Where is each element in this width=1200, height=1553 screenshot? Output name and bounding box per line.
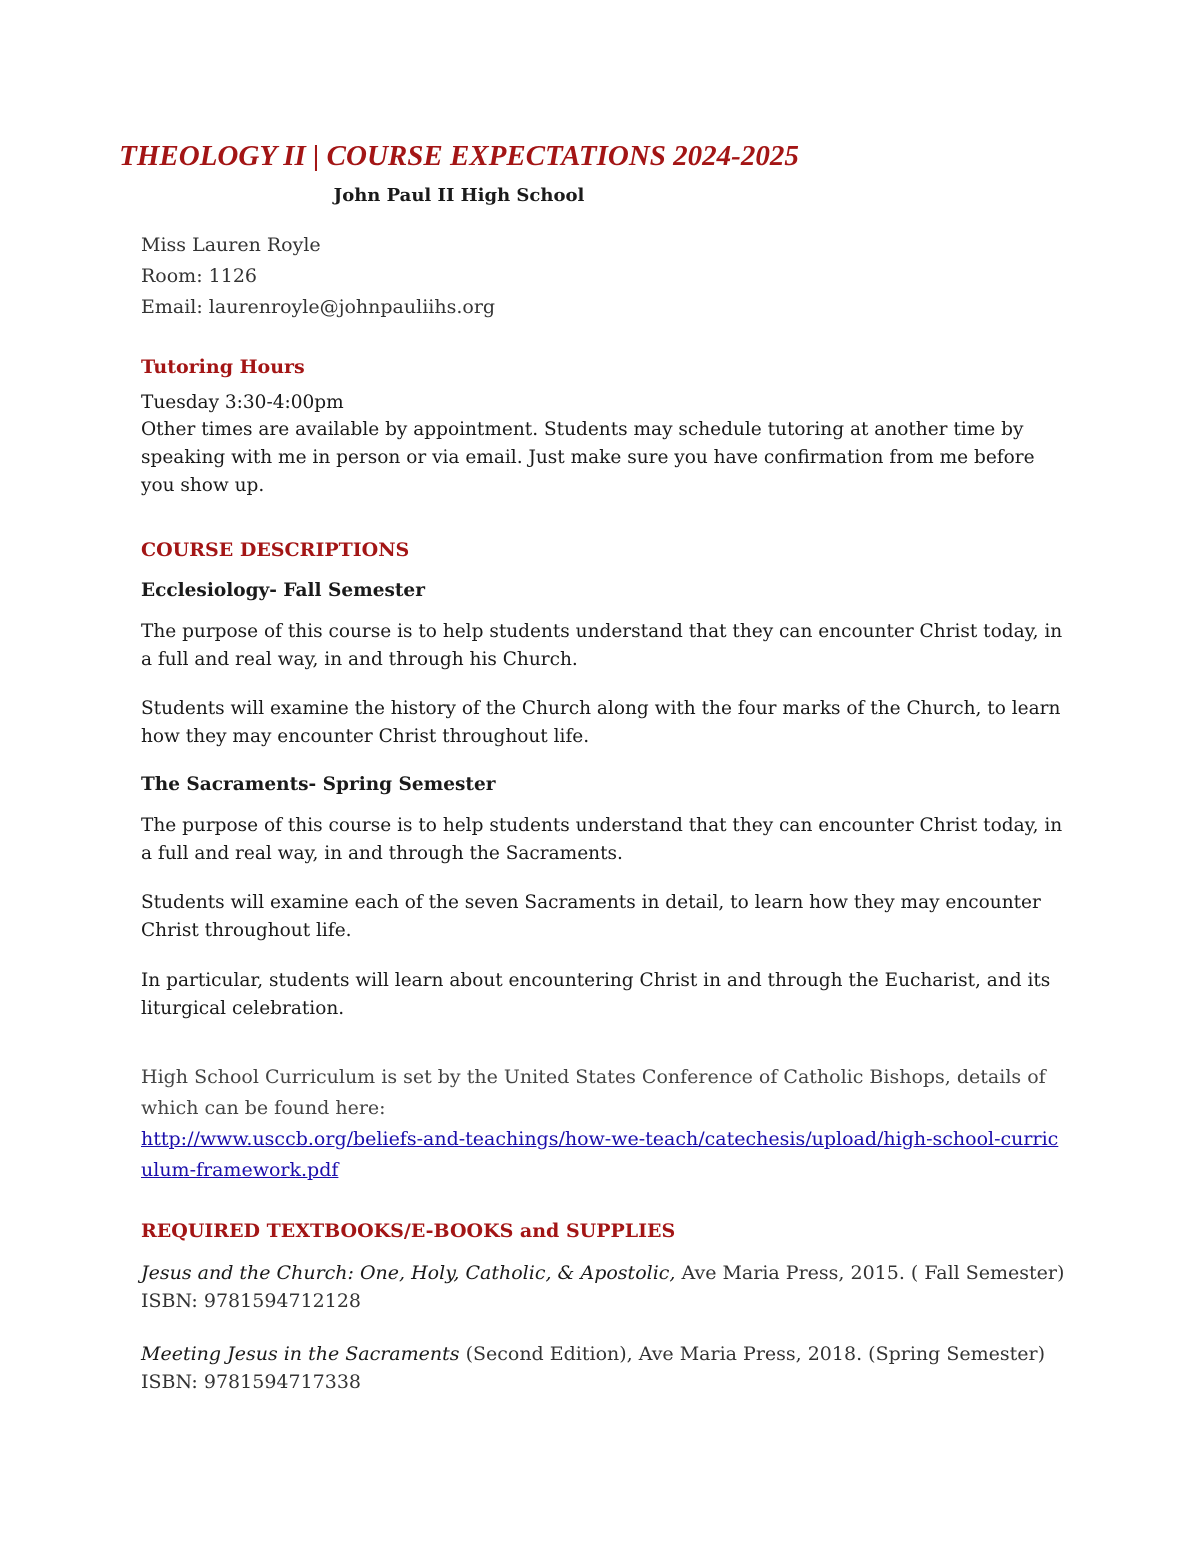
room-number: Room: 1126 <box>141 265 257 287</box>
tutoring-details: Other times are available by appointment. Students may schedule tutoring at another time by speaking with me in person or via email. Just make sure you have confirmation from me before you show up. <box>141 419 1035 496</box>
textbook-fall <box>141 1259 1066 1315</box>
teacher-email: Email: laurenroyle@johnpauliihs.org <box>141 296 496 318</box>
curriculum-note-text: High School Curriculum is set by the United States Conference of Catholic Bishops, details of which can be found here: <box>141 1066 1046 1119</box>
teacher-name: Miss Lauren Royle <box>141 234 321 256</box>
spring-course-details: Students will examine each of the seven Sacraments in detail, to learn how they may encounter Christ throughout life. <box>141 892 1041 941</box>
tutoring-heading: Tutoring Hours <box>141 356 305 378</box>
textbook-spring-publisher: (Second Edition), Ave Maria Press, 2018. (Spring Semester) <box>459 1343 1045 1365</box>
spring-course-eucharist: In particular, students will learn about encountering Christ in and through the Eucharist, and its liturgical celebration. <box>141 970 1051 1019</box>
textbook-spring-isbn: ISBN: 9781594717338 <box>141 1371 362 1393</box>
curriculum-framework-link[interactable]: http://www.usccb.org/beliefs-and-teachings/how-we-teach/catechesis/upload/high-school-curriculum-framework.pdf <box>141 1128 1059 1181</box>
document-title: THEOLOGY II | COURSE EXPECTATIONS 2024-2025 <box>119 140 799 172</box>
fall-course-title: Ecclesiology- Fall Semester <box>141 580 425 601</box>
textbook-fall-publisher: Ave Maria Press, 2015. ( Fall Semester) <box>675 1262 1065 1284</box>
textbook-spring-title: Meeting Jesus in the Sacraments <box>141 1343 460 1365</box>
fall-course-purpose: The purpose of this course is to help students understand that they can encounter Christ today, in a full and real way, in and through his Church. <box>141 621 1063 670</box>
textbook-fall-isbn: ISBN: 9781594712128 <box>141 1290 362 1312</box>
textbook-spring <box>141 1340 1066 1396</box>
contact-info <box>141 230 1066 323</box>
school-name: John Paul II High School <box>333 185 585 206</box>
tutoring-hours: Tuesday 3:30-4:00pm <box>141 392 344 413</box>
fall-course-details: Students will examine the history of the Church along with the four marks of the Church, to learn how they may encounter Christ throughout life. <box>141 698 1061 747</box>
curriculum-note <box>141 1062 1066 1186</box>
textbook-fall-title: Jesus and the Church: One, Holy, Catholic, & Apostolic, <box>141 1262 676 1284</box>
spring-course-purpose: The purpose of this course is to help students understand that they can encounter Christ today, in a full and real way, in and through the Sacraments. <box>141 815 1063 864</box>
course-descriptions-heading: COURSE DESCRIPTIONS <box>141 539 410 561</box>
textbooks-heading: REQUIRED TEXTBOOKS/E-BOOKS and SUPPLIES <box>141 1220 676 1242</box>
spring-course-title: The Sacraments- Spring Semester <box>141 774 496 795</box>
